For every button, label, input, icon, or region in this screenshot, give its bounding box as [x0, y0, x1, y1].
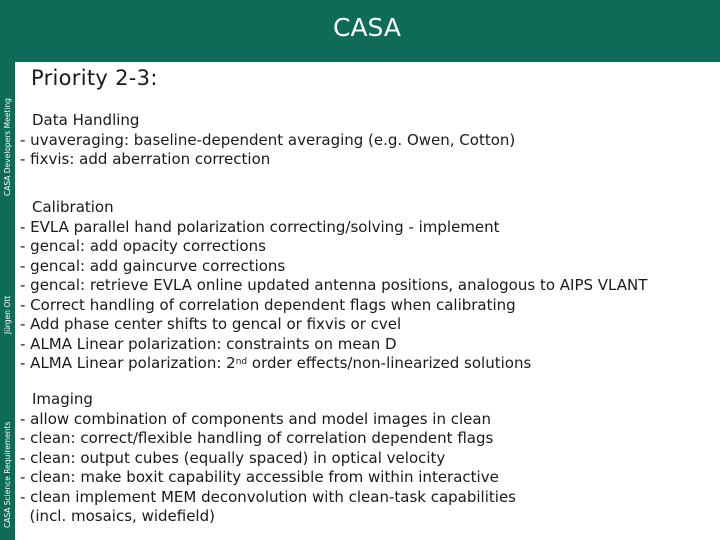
sidebar-label-author: Jürgen Ott: [3, 295, 12, 334]
sidebar-label-meeting: CASA Developers Meeting: [3, 98, 12, 196]
line-text: - ALMA Linear polarization: 2: [20, 354, 236, 372]
bullet-line: - gencal: add opacity corrections: [20, 237, 266, 255]
section-imaging: [20, 390, 516, 527]
sidebar-label-topic: CASA Science Requirements: [3, 421, 12, 528]
header-title: CASA: [333, 13, 401, 42]
bullet-line: - allow combination of components and model images in clean: [20, 409, 492, 428]
bullet-line: - uvaveraging: baseline-dependent averaging (e.g. Owen, Cotton): [20, 130, 516, 149]
section-data-handling: [20, 111, 515, 170]
bullet-line: (incl. mosaics, widefield): [20, 507, 215, 525]
bullet-line: - Add phase center shifts to gencal or fixvis or cvel: [20, 315, 402, 333]
bullet-line: - clean implement MEM deconvolution with clean-task capabilities: [20, 487, 516, 506]
header-bar: [0, 0, 720, 62]
bullet-line: - fixvis: add aberration correction: [20, 150, 271, 168]
bullet-line: - gencal: retrieve EVLA online updated antenna positions, analogous to AIPS VLANT: [20, 276, 648, 294]
slide-title: Priority 2-3:: [31, 66, 158, 90]
line-text: order effects/non-linearized solutions: [247, 354, 532, 372]
bullet-line: - ALMA Linear polarization: constraints on mean D: [20, 334, 397, 353]
section-title: Calibration: [32, 198, 114, 216]
bullet-line: - gencal: add gaincurve corrections: [20, 256, 286, 275]
section-title: Data Handling: [32, 111, 140, 129]
bullet-line-superscript: [20, 354, 647, 374]
bullet-line: - clean: output cubes (equally spaced) in optical velocity: [20, 448, 446, 467]
bullet-line: - Correct handling of correlation dependent flags when calibrating: [20, 295, 516, 314]
section-calibration: [20, 198, 647, 374]
bullet-line: - EVLA parallel hand polarization correcting/solving - implement: [20, 217, 500, 236]
bullet-line: - clean: correct/flexible handling of correlation dependent flags: [20, 429, 494, 447]
bullet-line: - clean: make boxit capability accessible from within interactive: [20, 468, 499, 486]
section-title: Imaging: [32, 390, 93, 408]
ordinal-superscript: nd: [235, 357, 248, 367]
